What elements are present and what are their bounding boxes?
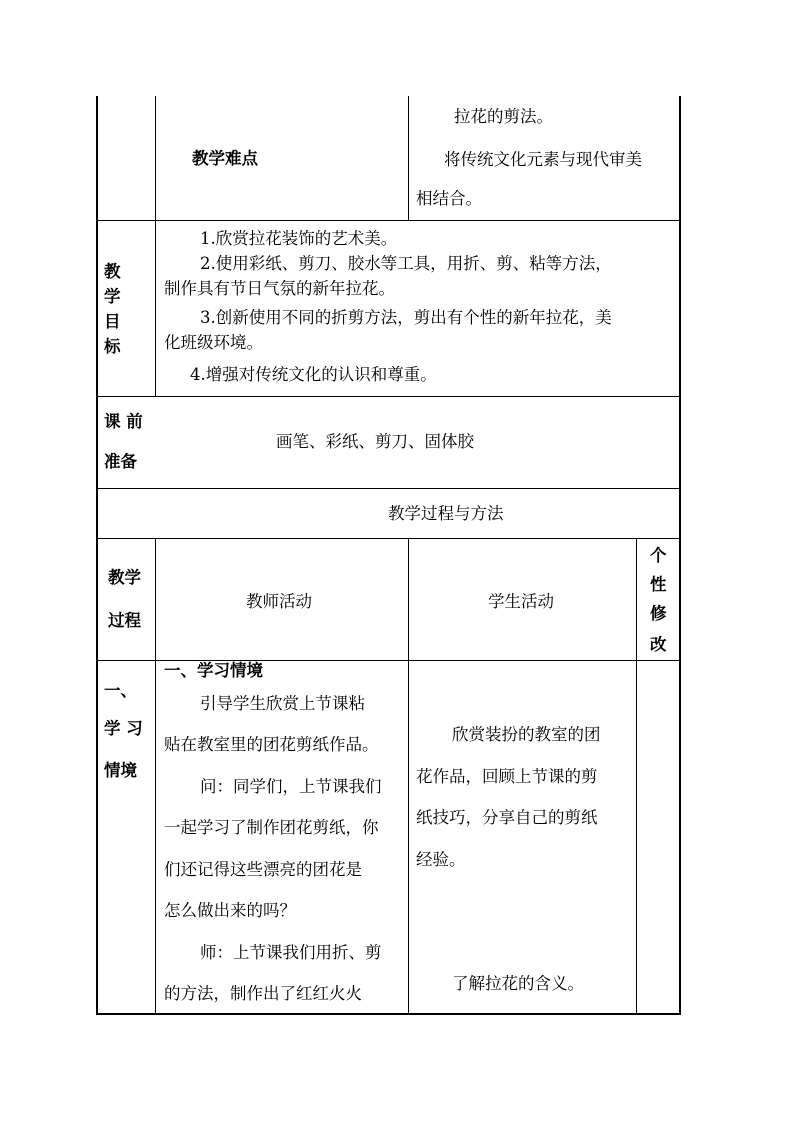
objectives-label-char: 标 [104,337,121,356]
header-personal-char: 个 [650,546,667,565]
objective-line: 化班级环境。 [164,333,263,352]
teacher-line: 一起学习了制作团花剪纸，你 [164,818,379,837]
difficulty-line: 拉花的剪法。 [454,107,553,126]
objectives-label-char: 学 [104,287,121,306]
header-process-label: 教学 [108,568,141,587]
row-line-bottom [96,1013,681,1015]
row-line-2 [96,396,681,397]
stage1-label: 一、 [104,681,137,700]
objective-line: 4.增强对传统文化的认识和尊重。 [190,365,437,384]
divider-label-col-bottom [155,538,156,1014]
teacher-line: 引导学生欣赏上节课粘 [200,694,365,713]
difficulty-label: 教学难点 [192,149,258,168]
objective-line: 2.使用彩纸、剪刀、胶水等工具，用折、剪、粘等方法， [200,254,612,273]
teacher-line: 们还记得这些漂亮的团花是 [164,860,362,879]
header-personal-char: 修 [650,604,667,623]
student-line: 欣赏装扮的教室的团 [452,725,601,744]
preparation-content: 画笔、彩纸、剪刀、固体胶 [276,432,474,451]
teacher-line: 问：同学们，上节课我们 [200,777,382,796]
preparation-label: 课 前 [104,412,143,431]
objective-line: 1.欣赏拉花装饰的艺术美。 [200,229,398,248]
objectives-label-char: 教 [104,262,121,281]
teacher-line: 的方法，制作出了红红火火 [164,984,362,1003]
teacher-line: 怎么做出来的吗？ [164,901,296,920]
student-line: 花作品，回顾上节课的剪 [416,767,598,786]
divider-label-col-top [155,96,156,397]
header-student: 学生活动 [488,592,554,611]
teacher-line: 贴在教室里的团花剪纸作品。 [164,735,379,754]
row-line-3 [96,488,681,489]
header-personal-char: 性 [650,575,667,594]
border-left [96,96,98,1014]
header-personal-char: 改 [650,635,667,654]
difficulty-line: 相结合。 [416,189,482,208]
divider-teacher-student [408,538,409,1014]
header-process-label: 过程 [108,611,141,630]
stage1-label: 学 习 [104,719,143,738]
student-line: 纸技巧，分享自己的剪纸 [416,808,598,827]
divider-student-personal [636,538,637,1014]
row-line-4 [96,538,681,539]
border-right [679,96,681,1014]
teacher-line: 师：上节课我们用折、剪 [200,943,382,962]
divider-difficulty [408,96,409,220]
stage1-label: 情境 [104,761,137,780]
student-line: 了解拉花的含义。 [452,974,584,993]
difficulty-line: 将传统文化元素与现代审美 [444,150,642,169]
preparation-label: 准备 [104,452,137,471]
process-title: 教学过程与方法 [388,504,504,523]
row-line-1 [96,220,681,221]
header-teacher: 教师活动 [246,592,312,611]
teacher-heading: 一、学习情境 [164,661,263,680]
objective-line: 制作具有节日气氛的新年拉花。 [164,279,395,298]
student-line: 经验。 [416,850,466,869]
objective-line: 3.创新使用不同的折剪方法，剪出有个性的新年拉花，美 [200,308,612,327]
objectives-label-char: 目 [104,312,121,331]
